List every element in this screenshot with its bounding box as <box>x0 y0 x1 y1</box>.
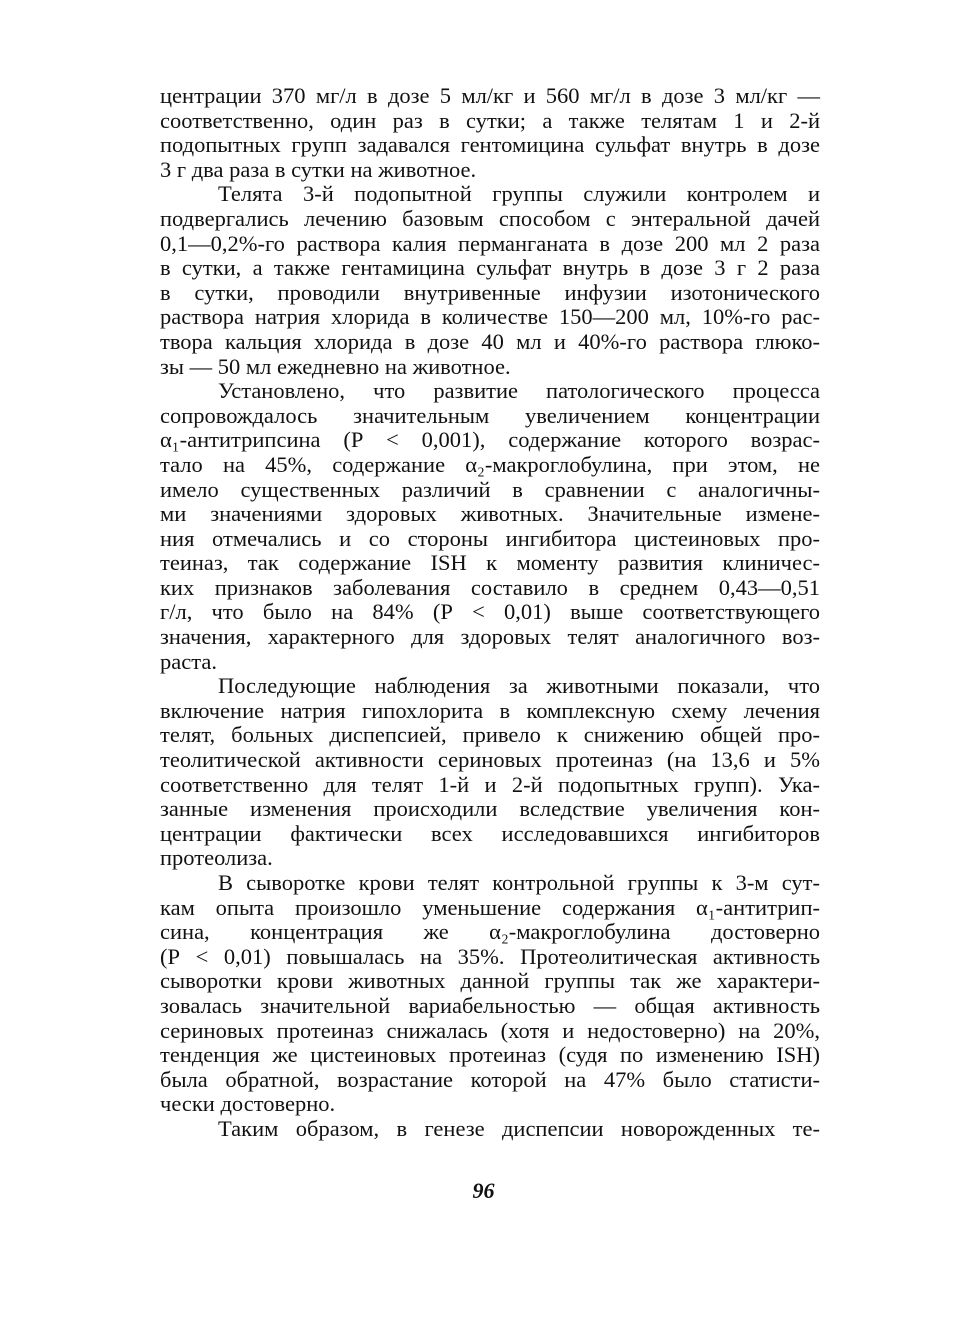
text-line: теиназ, так содержание ISH к моменту развития клиничес- <box>160 550 820 576</box>
text-line: теолитической активности сериновых протеиназ (на 13,6 и 5% <box>160 747 820 773</box>
text-line: сина, концентрация же α₂-макроглобулина достоверно <box>160 919 820 945</box>
text-line: сопровождалось значительным увеличением концентрации <box>160 402 820 428</box>
paragraph-1 <box>160 84 820 182</box>
text-line: соответственно, один раз в сутки; а также телятам 1 и 2-й <box>160 107 820 133</box>
text-line: в сутки, проводили внутривенные инфузии изотонического <box>160 279 820 305</box>
text-line: была обратной, возрастание которой на 47% было статисти- <box>160 1066 820 1092</box>
text-line: центрации фактически всех исследовавшихся ингибиторов <box>160 820 820 846</box>
text-line: ния отмечались и со стороны ингибитора цистеиновых про- <box>160 525 820 551</box>
text-line: тало на 45%, содержание α₂-макроглобулина, при этом, не <box>160 451 820 477</box>
text-line: сыворотки крови животных данной группы так же характери- <box>160 968 820 994</box>
text-line: в сутки, а также гентамицина сульфат внутрь в дозе 3 г 2 раза <box>160 255 820 281</box>
text-line: значения, характерного для здоровых телят аналогичного воз- <box>160 624 820 650</box>
text-line: центрации 370 мг/л в дозе 5 мл/кг и 560 мг/л в дозе 3 мл/кг — <box>160 83 820 108</box>
text-line: α₁-антитрипсина (Р < 0,001), содержание которого возрас- <box>160 427 820 453</box>
paragraph-2 <box>160 182 820 379</box>
text-line: 0,1—0,2%-го раствора калия перманганата в дозе 200 мл 2 раза <box>160 230 820 256</box>
text-line: Установлено, что развитие патологического процесса <box>218 378 820 404</box>
paragraph-3 <box>160 379 820 674</box>
text-line: твора кальция хлорида в дозе 40 мл и 40%-го раствора глюко- <box>160 328 820 354</box>
text-line: зы — 50 мл ежедневно на животное. <box>160 353 511 379</box>
text-line: 3 г два раза в сутки на животное. <box>160 156 477 182</box>
paragraph-4 <box>160 674 820 871</box>
text-line: кам опыта произошло уменьшение содержания α₁-антитрип- <box>160 894 820 920</box>
text-line: раствора натрия хлорида в количестве 150—200 мл, 10%-го рас- <box>160 304 820 330</box>
text-line: Последующие наблюдения за животными показали, что <box>218 673 820 699</box>
text-line: ми значениями здоровых животных. Значительные измене- <box>160 501 820 527</box>
text-line: Таким образом, в генезе диспепсии новорожденных те- <box>218 1115 820 1141</box>
paragraph-6 <box>160 1117 820 1142</box>
page-number: 96 <box>472 1178 495 1203</box>
text-line: имело существенных различий в сравнении с аналогичны- <box>160 476 820 502</box>
text-line: тенденция же цистеиновых протеиназ (судя по изменению ISH) <box>160 1042 820 1068</box>
text-line: ких признаков заболевания составило в среднем 0,43—0,51 <box>160 574 820 600</box>
text-line: Телята 3-й подопытной группы служили контролем и <box>218 181 820 207</box>
text-line: протеолиза. <box>160 845 273 871</box>
text-line: соответственно для телят 1-й и 2-й подопытных групп). Ука- <box>160 771 820 797</box>
text-line: г/л, что было на 84% (Р < 0,01) выше соответствующего <box>160 599 820 625</box>
page-body <box>160 84 820 1142</box>
text-line: телят, больных диспепсией, привело к снижению общей про- <box>160 722 820 748</box>
text-line: сериновых протеиназ снижалась (хотя и недостоверно) на 20%, <box>160 1017 820 1043</box>
text-line: занные изменения происходили вследствие увеличения кон- <box>160 796 820 822</box>
text-line: подвергались лечению базовым способом с энтеральной дачей <box>160 205 820 231</box>
text-line: В сыворотке крови телят контрольной группы к 3-м сут- <box>218 870 820 895</box>
paragraph-5 <box>160 871 820 1117</box>
text-line: включение натрия гипохлорита в комплексную схему лечения <box>160 697 820 723</box>
text-line: зовалась значительной вариабельностью — общая активность <box>160 992 820 1018</box>
text-line: раста. <box>160 648 217 674</box>
text-line: чески достоверно. <box>160 1091 336 1117</box>
text-line: подопытных групп задавался гентомицина сульфат внутрь в дозе <box>160 132 820 158</box>
text-line: (Р < 0,01) повышалась на 35%. Протеолитическая активность <box>160 943 820 969</box>
